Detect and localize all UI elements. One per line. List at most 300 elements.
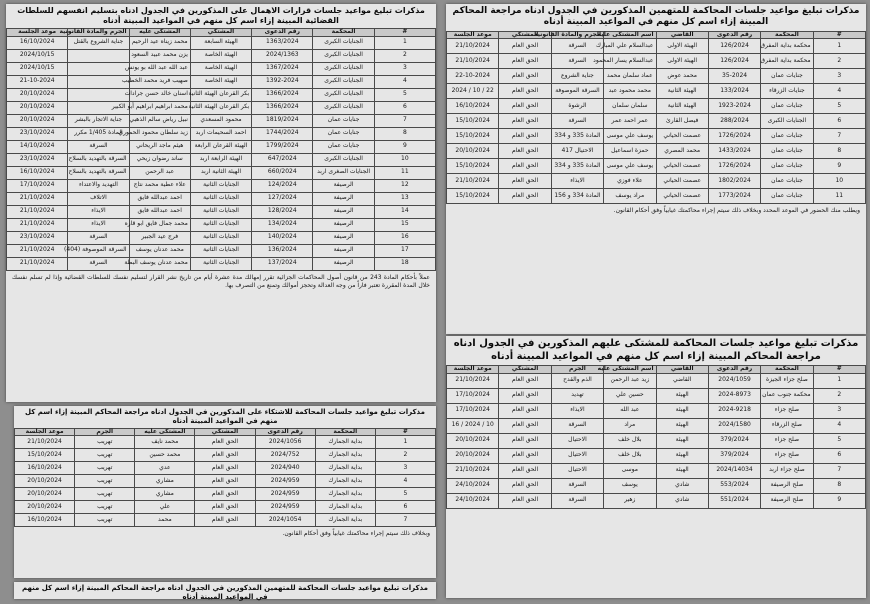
table-cell: 16/10/2024: [15, 514, 75, 527]
table-cell: ساند رضوان زيحي: [129, 153, 190, 166]
table-row: [7, 36, 436, 49]
table-cell: 21/10/2024: [7, 257, 68, 270]
table-cell: 4: [813, 84, 865, 99]
table-cell: السرقة بالتهديد بالسلاح: [68, 153, 129, 166]
table-row: [7, 244, 436, 257]
table-cell: 16/10/2024: [7, 36, 68, 49]
column-header: المشتكى عليه: [135, 428, 195, 436]
table-row: [7, 114, 436, 127]
table-cell: الحق العام: [499, 54, 551, 69]
table-cell: 17/10/2024: [7, 179, 68, 192]
table-cell: علاء فوزي: [604, 174, 656, 189]
table-cell: صلح جزاء: [761, 448, 813, 463]
table-cell: 4: [375, 475, 435, 488]
table-cell: 1799/2024: [252, 140, 313, 153]
column-header: موعد الجلسة: [15, 428, 75, 436]
table-row: [7, 166, 436, 179]
table-cell: الحق العام: [499, 403, 551, 418]
table-cell: 17/10/2024: [447, 403, 499, 418]
table-cell: الحق العام: [195, 501, 255, 514]
table-cell: 15/10/2024: [447, 159, 499, 174]
table-row: [447, 144, 866, 159]
table-cell: الجنايات الكبرى: [313, 101, 374, 114]
table-cell: جنايات عمان: [761, 99, 813, 114]
column-header: القاضي: [656, 31, 708, 39]
table-cell: فرج عيد الجبير: [129, 231, 190, 244]
table-row: [7, 75, 436, 88]
table-cell: الحق العام: [499, 129, 551, 144]
table-cell: صلح الرصيفة: [761, 493, 813, 508]
table-cell: 17/10/2024: [447, 388, 499, 403]
table-row: [15, 462, 436, 475]
table-cell: المادة 335 و 334: [551, 129, 603, 144]
table-cell: 8: [374, 127, 435, 140]
table-cell: عبدالسلام علي المبارك: [604, 39, 656, 54]
table-cell: جنايات الزرقاء: [761, 84, 813, 99]
table-cell: 1: [374, 36, 435, 49]
table-cell: 21/10/2024: [15, 436, 75, 449]
table-cell: الرصيفة: [313, 205, 374, 218]
table-cell: السرقة: [551, 418, 603, 433]
table-cell: 7: [813, 129, 865, 144]
table-cell: الهيئة السابعة: [190, 36, 251, 49]
table-cell: 2024/1054: [255, 514, 315, 527]
table-cell: 8: [813, 144, 865, 159]
table-cell: الجنايات الصغرى اربد: [313, 166, 374, 179]
column-header: الجرم: [75, 428, 135, 436]
table-cell: السرقة: [68, 140, 129, 153]
table-cell: الرصيفة: [313, 218, 374, 231]
table-cell: 2024/1059: [708, 373, 760, 388]
table-cell: بكر القرعان الهيئة الثانية: [190, 88, 251, 101]
table-cell: تهريب: [75, 488, 135, 501]
table-cell: 6: [813, 114, 865, 129]
table-cell: صهيب فريد محمد الخطيب: [129, 75, 190, 88]
table-cell: بلال خلف: [604, 448, 656, 463]
sheet-note: وبخلاف ذلك سيتم إجراء محاكمتك غيابياً وفق أحكام القانون.: [282, 530, 430, 538]
table-cell: تهريب: [75, 449, 135, 462]
table-cell: الجنايات الكبرى: [313, 75, 374, 88]
table-cell: بلال خلف: [604, 433, 656, 448]
table-cell: الحق العام: [499, 493, 551, 508]
table-row: [7, 127, 436, 140]
table-cell: الحق العام: [499, 99, 551, 114]
table-cell: 21/10/2024: [447, 174, 499, 189]
column-header: رقم الدعوى: [255, 428, 315, 436]
column-header: موعد الجلسة: [447, 366, 499, 374]
table-cell: 1: [813, 373, 865, 388]
sheet-title: مذكرات تبليغ مواعيد جلسات المحاكمة للمتهمين المذكورين في الجدول ادناه مراجعة المحاكم المبينة إزاء اسم كل منهم في المواعيد المبينة أدناه: [21, 584, 428, 601]
table-cell: 3: [375, 462, 435, 475]
table-row: [447, 99, 866, 114]
table-cell: الحق العام: [499, 114, 551, 129]
table-cell: 23/10/2024: [7, 127, 68, 140]
table-cell: نبيل رياض سالم الذهبي: [129, 114, 190, 127]
table-cell: عبد الرحمن: [129, 166, 190, 179]
table-cell: 1363/2024: [252, 36, 313, 49]
table-cell: السرقة: [68, 231, 129, 244]
table-cell: مراد: [604, 418, 656, 433]
table-cell: السرقة: [68, 257, 129, 270]
table-row: [447, 69, 866, 84]
table-cell: محكمة بداية المفرق: [761, 39, 813, 54]
table-row: [7, 231, 436, 244]
table-cell: بداية الجمارك: [315, 436, 375, 449]
table-cell: 124/2024: [252, 179, 313, 192]
table-cell: 23/10/2024: [7, 153, 68, 166]
table-cell: 4: [813, 418, 865, 433]
table-cell: الحق العام: [499, 39, 551, 54]
table-cell: 2024/10/15: [7, 49, 68, 62]
table-cell: 553/2024: [708, 478, 760, 493]
table-cell: محمد محمود عبد: [604, 84, 656, 99]
column-header: رقم الدعوى: [708, 31, 760, 39]
table-cell: الجنايات الثانية: [190, 192, 251, 205]
table-cell: 21/10/2024: [447, 463, 499, 478]
hearings-table: [446, 365, 866, 509]
table-cell: الهيئة الرابعة اربد: [190, 153, 251, 166]
table-cell: 24/10/2024: [447, 493, 499, 508]
table-cell: التهديد والاعتداء: [68, 179, 129, 192]
table-cell: 16: [374, 231, 435, 244]
sheet-right-bottom: [446, 336, 866, 598]
table-cell: يوسف: [604, 478, 656, 493]
table-row: [447, 114, 866, 129]
table-cell: 20/10/2024: [447, 433, 499, 448]
table-cell: 21/10/2024: [447, 54, 499, 69]
table-cell: يوسف علي موسى: [604, 159, 656, 174]
table-cell: 5: [374, 88, 435, 101]
table-cell: الهيئة: [656, 418, 708, 433]
table-cell: 1366/2024: [252, 88, 313, 101]
sheet-title: مذكرات تبليغ مواعيد جلسات المحاكمة للمتهمين المذكورين في الجدول ادناه مراجعة المحاكم المبينة إزاء اسم كل منهم في المواعيد المبينة أدناه: [452, 6, 860, 28]
table-row: [7, 153, 436, 166]
table-cell: 16/10/2024: [15, 462, 75, 475]
table-cell: احمد السحيمات اربد: [190, 127, 251, 140]
table-cell: 20/10/2024: [447, 144, 499, 159]
table-cell: الحق العام: [499, 478, 551, 493]
table-cell: الحق العام: [499, 174, 551, 189]
table-cell: 128/2024: [252, 205, 313, 218]
table-cell: الجنايات الكبرى: [313, 36, 374, 49]
table-cell: السرقة: [551, 114, 603, 129]
table-cell: 660/2024: [252, 166, 313, 179]
table-cell: بداية الجمارك: [315, 488, 375, 501]
table-cell: السرقة: [551, 54, 603, 69]
table-cell: 1773/2024: [708, 189, 760, 204]
table-cell: جنايات عمان: [761, 69, 813, 84]
table-cell: محمد زيناه عيد الرحيم: [129, 36, 190, 49]
table-cell: 21/10/2024: [7, 192, 68, 205]
table-cell: 2024/959: [255, 501, 315, 514]
table-cell: صلح جزاء: [761, 433, 813, 448]
table-row: [447, 448, 866, 463]
table-cell: الجنايات الثانية: [190, 179, 251, 192]
table-cell: 1366/2024: [252, 101, 313, 114]
table-cell: 14/10/2024: [7, 140, 68, 153]
table-cell: 2024/752: [255, 449, 315, 462]
table-cell: محمود المسعدي: [190, 114, 251, 127]
table-cell: الحق العام: [195, 436, 255, 449]
table-cell: جنايات عمان: [313, 114, 374, 127]
table-cell: القاضي: [656, 373, 708, 388]
table-cell: 3: [374, 62, 435, 75]
table-cell: [68, 49, 129, 62]
table-cell: صلح جزاء: [761, 403, 813, 418]
table-cell: يوسف علي موسى: [604, 129, 656, 144]
table-cell: 379/2024: [708, 433, 760, 448]
table-row: [447, 54, 866, 69]
table-cell: عماد سلمان محمد: [604, 69, 656, 84]
table-cell: جناية الشروع: [551, 69, 603, 84]
table-cell: عصمت الحياني: [656, 129, 708, 144]
table-cell: 24/10/2024: [447, 478, 499, 493]
column-header: المشتكي: [499, 366, 551, 374]
table-cell: محمد ابراهيم ابراهيم أبو الكبير: [129, 101, 190, 114]
table-cell: مشاري: [135, 488, 195, 501]
table-row: [447, 433, 866, 448]
table-cell: 9: [374, 140, 435, 153]
table-row: [7, 257, 436, 270]
table-cell: 2024/1580: [708, 418, 760, 433]
table-cell: جنايات عمان: [313, 140, 374, 153]
table-cell: الجنايات الثانية: [190, 205, 251, 218]
table-cell: الجنايات الكبرى: [761, 114, 813, 129]
table-cell: 2: [374, 49, 435, 62]
table-cell: 126/2024: [708, 54, 760, 69]
table-cell: 1367/2024: [252, 62, 313, 75]
table-cell: الهيئة الثانية اربد: [190, 166, 251, 179]
column-header: اسم المشتكى عليه: [604, 366, 656, 374]
table-row: [447, 189, 866, 204]
table-cell: 10: [374, 153, 435, 166]
table-cell: حمزة اسماعيل: [604, 144, 656, 159]
table-cell: 2: [375, 449, 435, 462]
table-cell: جنايات عمان: [761, 174, 813, 189]
table-cell: 15/10/2024: [15, 449, 75, 462]
table-cell: عمر احمد عمر: [604, 114, 656, 129]
table-row: [447, 478, 866, 493]
table-cell: جناية الشروع بالقتل: [68, 36, 129, 49]
column-header: القاضي: [656, 366, 708, 374]
table-cell: 20/10/2024: [7, 88, 68, 101]
table-cell: جنايات عمان: [761, 129, 813, 144]
sheet-title: مذكرات تبليغ مواعيد جلسات المحاكمة للاشتكاء على المذكورين في الجدول ادناه مراجعة المحاكم المبينة إزاء اسم كل منهم في المواعيد المبينة أدناه: [25, 408, 425, 425]
table-cell: المادة 335 و 334: [551, 159, 603, 174]
table-row: [15, 488, 436, 501]
table-cell: 15/10/2024: [447, 129, 499, 144]
column-header: موعد الجلسة: [7, 29, 68, 37]
table-cell: عصمت الحياني: [656, 159, 708, 174]
sheet-left-top: [6, 4, 436, 402]
table-cell: الجنايات الثانية: [190, 218, 251, 231]
table-row: [447, 463, 866, 478]
table-cell: هيثم ماجد الريحاني: [129, 140, 190, 153]
table-cell: 5: [813, 99, 865, 114]
table-cell: عصمت الحياني: [656, 189, 708, 204]
table-cell: الحق العام: [499, 463, 551, 478]
table-cell: الحق العام: [499, 418, 551, 433]
table-cell: 23/10/2024: [7, 231, 68, 244]
table-cell: 13: [374, 192, 435, 205]
table-row: [447, 403, 866, 418]
table-cell: الهيئة: [656, 448, 708, 463]
table-cell: الرصيفة: [313, 179, 374, 192]
table-cell: الاحتيال: [551, 463, 603, 478]
table-row: [7, 179, 436, 192]
table-cell: احمد عبدالله فايق: [129, 192, 190, 205]
table-cell: 2024/959: [255, 488, 315, 501]
table-cell: 17: [374, 244, 435, 257]
table-cell: علي: [135, 501, 195, 514]
table-cell: 16/10/2024: [7, 166, 68, 179]
table-cell: 2024/940: [255, 462, 315, 475]
sheet-title: مذكرات تبليغ مواعيد جلسات المحاكمة للمشتكى عليهم المذكورين في الجدول ادناه مراجعة المحاكم المبينة إزاء اسم كل منهم في المواعيد المبينة أدناه: [453, 338, 859, 362]
table-cell: جنايات عمان: [761, 144, 813, 159]
table-cell: زيد سلطان محمود الحموري: [129, 127, 190, 140]
table-cell: الاحتيال: [551, 433, 603, 448]
table-cell: تهريب: [75, 501, 135, 514]
table-cell: صلح جزاء اربد: [761, 463, 813, 478]
table-cell: موسى: [604, 463, 656, 478]
table-cell: عدي: [135, 462, 195, 475]
hearings-table: [6, 28, 436, 271]
table-cell: 2: [813, 54, 865, 69]
column-header-number: #: [813, 366, 865, 374]
table-cell: الحق العام: [499, 189, 551, 204]
table-cell: 551/2024: [708, 493, 760, 508]
table-cell: الرصيفة: [313, 231, 374, 244]
table-cell: عبدالسلام يسار المحمود: [604, 54, 656, 69]
table-row: [447, 373, 866, 388]
table-cell: 2024/10/15: [7, 62, 68, 75]
column-header: المحكمة: [315, 428, 375, 436]
table-cell: 14: [374, 205, 435, 218]
table-cell: جنايات عمان: [761, 189, 813, 204]
table-cell: السرقة بالتهديد بالسلاح: [68, 166, 129, 179]
table-cell: بداية الجمارك: [315, 449, 375, 462]
table-row: [7, 192, 436, 205]
table-row: [447, 39, 866, 54]
table-cell: 11: [374, 166, 435, 179]
table-cell: حسين علي: [604, 388, 656, 403]
table-cell: الاحتيال 417: [551, 144, 603, 159]
table-cell: 6: [374, 101, 435, 114]
table-row: [7, 140, 436, 153]
table-cell: الحق العام: [499, 159, 551, 174]
table-cell: الهيئة: [656, 463, 708, 478]
table-cell: السرقة: [551, 493, 603, 508]
table-cell: مشاري: [135, 475, 195, 488]
column-header: الجرم: [551, 366, 603, 374]
table-cell: مراد يوسف: [604, 189, 656, 204]
table-cell: الرشوة: [551, 99, 603, 114]
table-cell: 15/10/2024: [447, 189, 499, 204]
column-header: المحكمة: [313, 29, 374, 37]
column-header: رقم الدعوى: [252, 29, 313, 37]
table-cell: عصمت الحياني: [656, 174, 708, 189]
table-cell: 2024/959: [255, 475, 315, 488]
table-cell: الرصيفة: [313, 257, 374, 270]
table-row: [7, 205, 436, 218]
table-cell: المادة 334 و 156: [551, 189, 603, 204]
table-cell: شادي: [656, 493, 708, 508]
table-cell: 647/2024: [252, 153, 313, 166]
table-cell: الجنايات الثانية: [190, 244, 251, 257]
table-cell: تهريب: [75, 514, 135, 527]
table-cell: الذم والقدح: [551, 373, 603, 388]
table-cell: الهيئة: [656, 403, 708, 418]
table-row: [7, 49, 436, 62]
table-cell: 3: [813, 403, 865, 418]
table-cell: 12: [374, 179, 435, 192]
table-cell: فيصل القارئ: [656, 114, 708, 129]
table-cell: عبد الله: [604, 403, 656, 418]
table-cell: 4: [374, 75, 435, 88]
table-cell: 1744/2024: [252, 127, 313, 140]
table-cell: 20/10/2024: [15, 488, 75, 501]
table-cell: 6: [375, 501, 435, 514]
sheet-left-bottom: [14, 406, 436, 578]
table-cell: تهريب: [75, 462, 135, 475]
table-row: [7, 101, 436, 114]
table-cell: 1433/2024: [708, 144, 760, 159]
table-cell: الهيئة: [656, 433, 708, 448]
table-cell: 133/2024: [708, 84, 760, 99]
table-cell: 5: [375, 488, 435, 501]
table-cell: 5: [813, 433, 865, 448]
table-cell: زيد عبد الرحمن: [604, 373, 656, 388]
table-cell: 140/2024: [252, 231, 313, 244]
table-cell: الرصيفة: [313, 244, 374, 257]
table-cell: الهيئة القرعان الرابعة: [190, 140, 251, 153]
table-cell: 3: [813, 69, 865, 84]
table-row: [15, 501, 436, 514]
table-cell: تهريب: [75, 475, 135, 488]
table-cell: الجنايات الكبرى: [313, 88, 374, 101]
table-cell: 16/10/2024: [447, 99, 499, 114]
table-cell: الايذاء: [551, 174, 603, 189]
table-cell: الجنايات الكبرى: [313, 62, 374, 75]
table-cell: زهير: [604, 493, 656, 508]
table-cell: 136/2024: [252, 244, 313, 257]
table-cell: الهيئة الاولى: [656, 54, 708, 69]
table-cell: 288/2024: [708, 114, 760, 129]
table-cell: محمد حسين: [135, 449, 195, 462]
table-cell: تهريب: [75, 436, 135, 449]
table-cell: علاء عطية محمد نتاج: [129, 179, 190, 192]
hearings-table: [446, 31, 866, 205]
table-cell: 2024-9218: [708, 403, 760, 418]
table-cell: تهديد: [551, 388, 603, 403]
table-cell: 20/10/2024: [15, 475, 75, 488]
table-row: [15, 436, 436, 449]
table-cell: الايذاء: [68, 205, 129, 218]
table-cell: الحق العام: [195, 488, 255, 501]
table-cell: الايذاء: [551, 403, 603, 418]
table-row: [447, 84, 866, 99]
table-cell: الاحتيال: [551, 448, 603, 463]
table-cell: شادي: [656, 478, 708, 493]
table-cell: محمد عدنان يوسف: [129, 244, 190, 257]
table-cell: 2: [813, 388, 865, 403]
table-cell: 1: [375, 436, 435, 449]
table-cell: بداية الجمارك: [315, 462, 375, 475]
column-header: موعد الجلسة: [447, 31, 499, 39]
table-cell: 10 / 2024 / 16: [447, 418, 499, 433]
table-cell: الرصيفة: [313, 192, 374, 205]
column-header: رقم الدعوى: [708, 366, 760, 374]
